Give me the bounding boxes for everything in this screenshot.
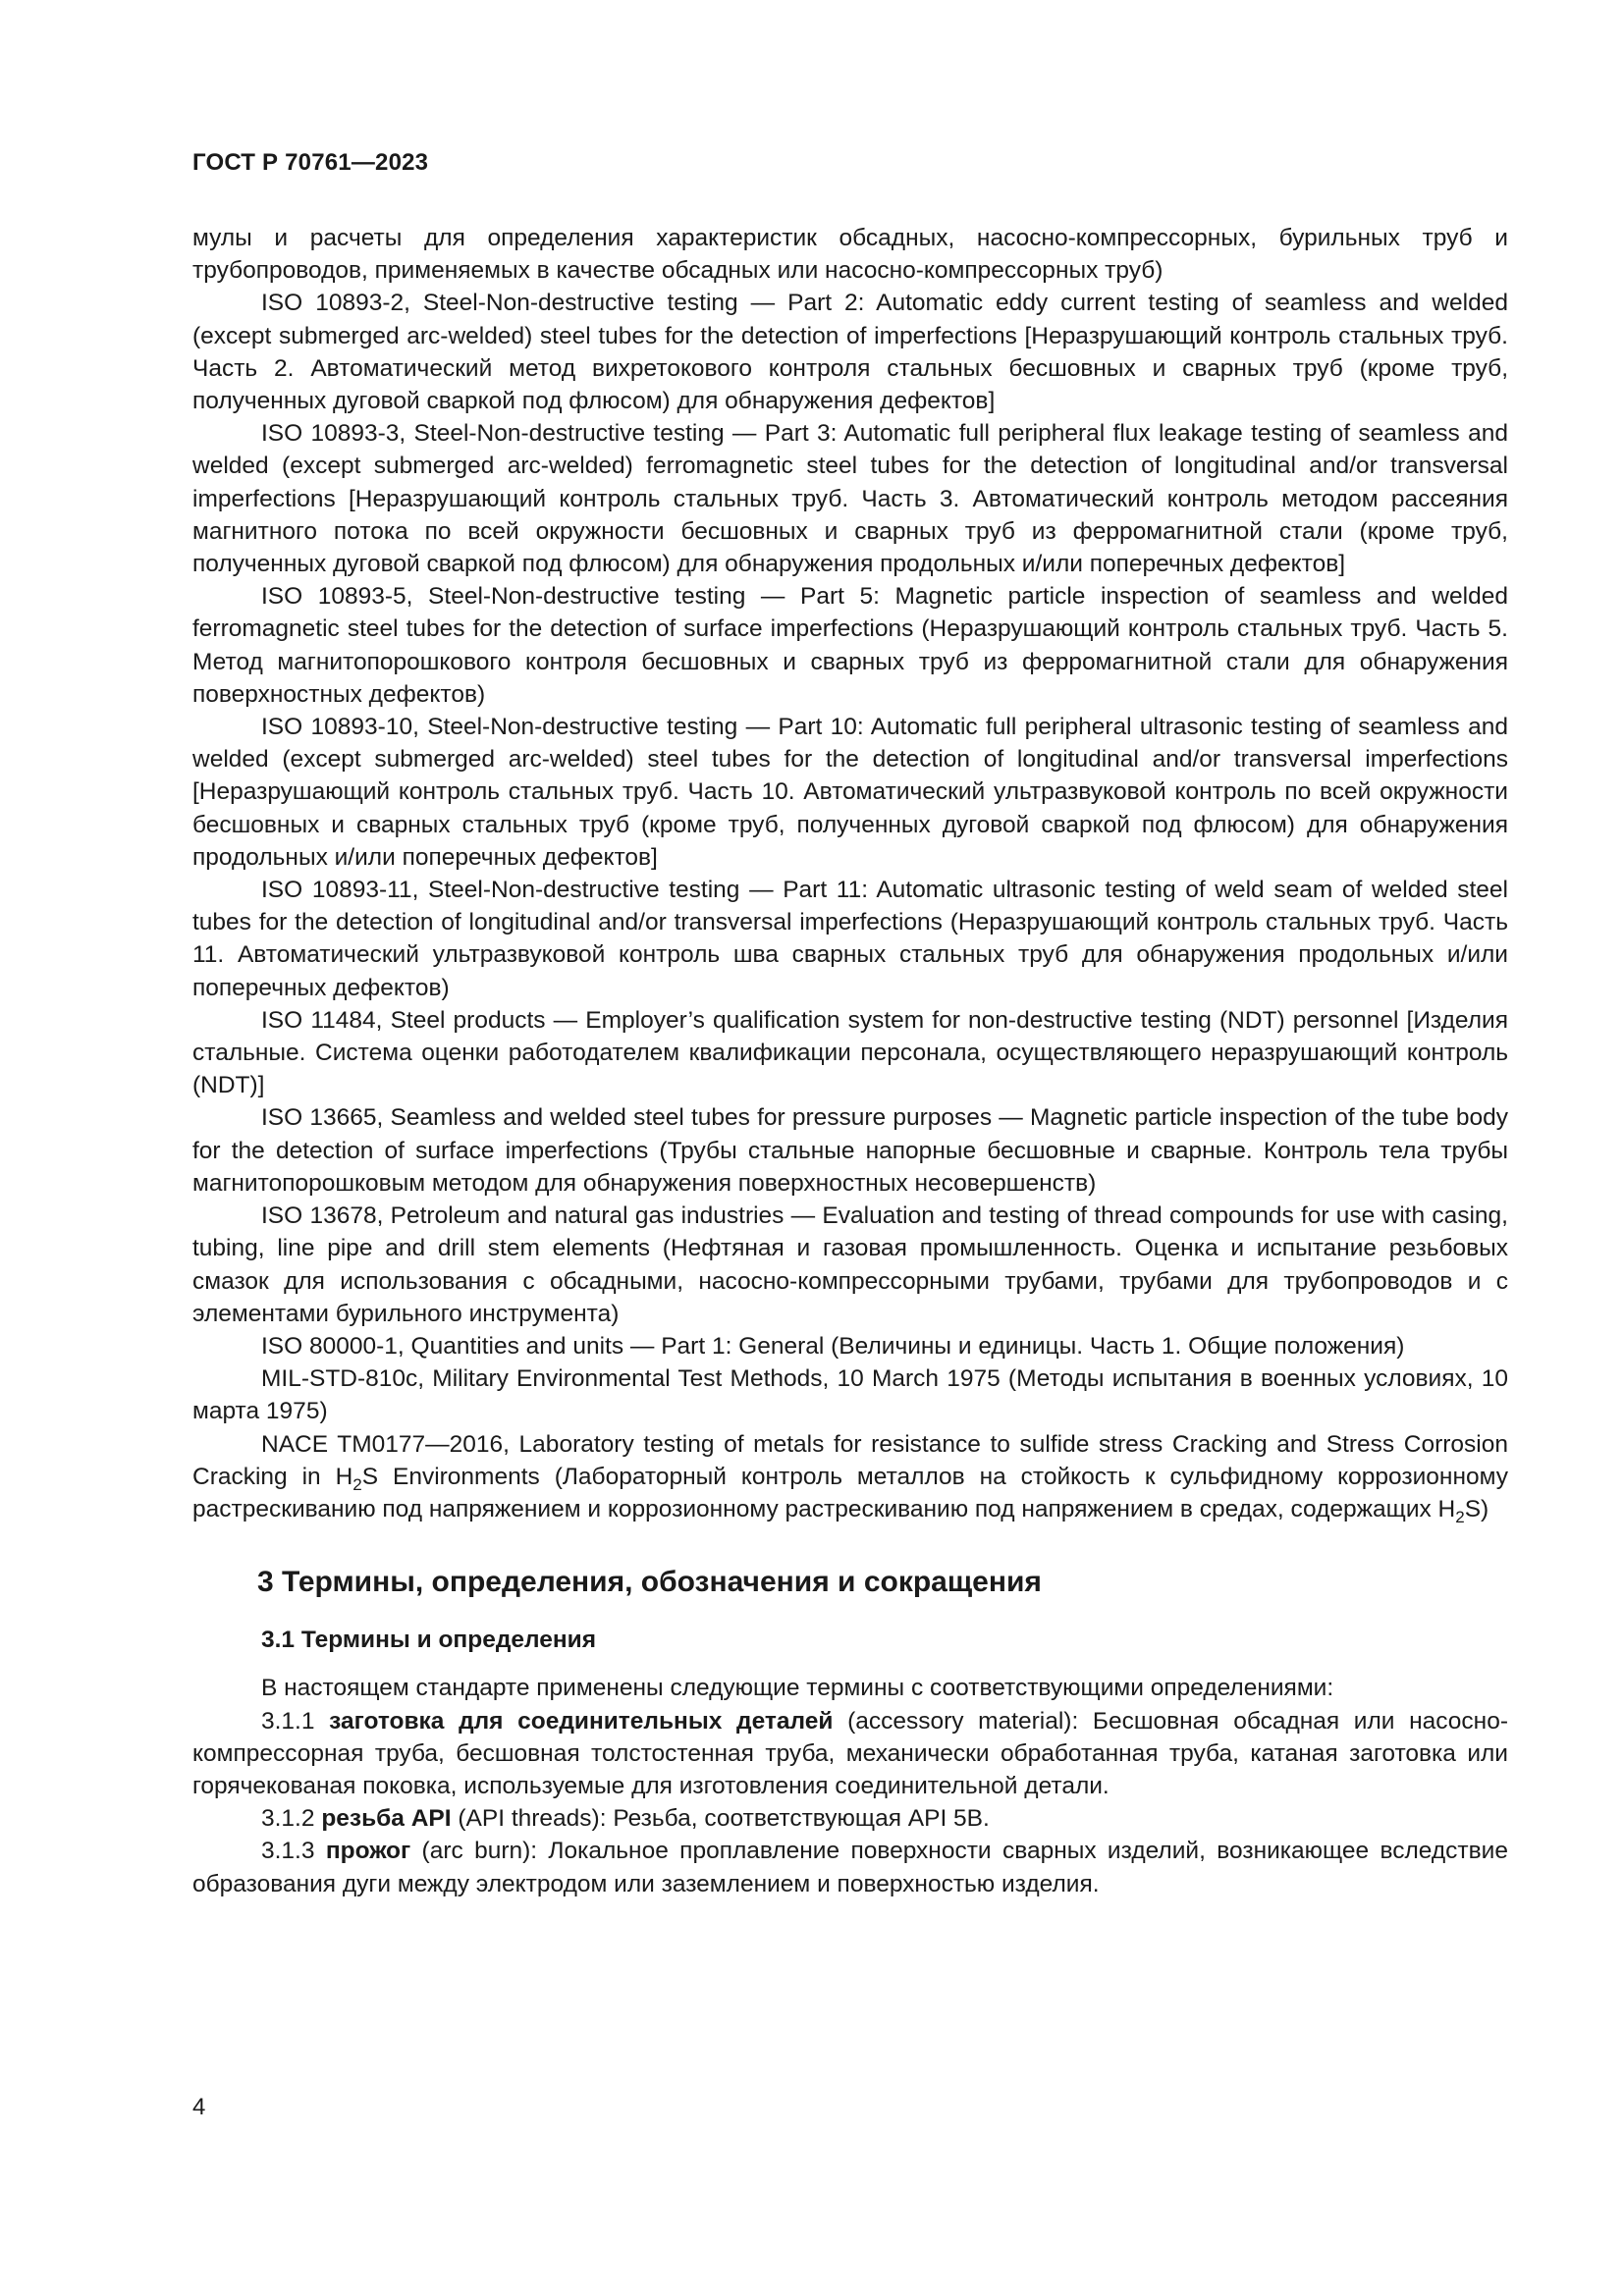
- term-name: резьба API: [321, 1805, 452, 1833]
- term-name: прожог: [325, 1838, 411, 1865]
- reference-iso-80000-1: ISO 80000-1, Quantities and units — Part 1: General (Величины и единицы. Часть 1. Общие положения): [261, 1332, 1405, 1360]
- subscript-2: 2: [352, 1474, 362, 1494]
- page-number: 4: [192, 2094, 206, 2120]
- reference-mil-std-810c: MIL-STD-810c, Military Environmental Test Methods, 10 March 1975 (Методы испытания в военных условиях, 10 марта 1975): [192, 1365, 1508, 1425]
- reference-iso-10893-10: ISO 10893-10, Steel-Non-destructive testing — Part 10: Automatic full peripheral ultrasonic testing of seamless and welded (except submerged arc-welded) steel tubes for the detection of longitudinal and/or transversal imperfections [Неразрушающий контроль стальных труб. Часть 10. Автоматический ультразвуковой контроль по всей окружности бесшовных и сварных стальных труб (кроме труб, полученных дуговой сваркой под флюсом) для обнаружения продольных и/или поперечных дефектов]: [192, 714, 1508, 871]
- reference-iso-10893-3: ISO 10893-3, Steel-Non-destructive testing — Part 3: Automatic full peripheral flux leakage testing of seamless and welded (except submerged arc-welded) ferromagnetic steel tubes for the detection of longitudinal and/or transversal imperfections [Неразрушающий контроль стальных труб. Часть 3. Автоматический контроль методом рассеяния магнитного потока по всей окружности бесшовных и сварных труб из ферромагнитной стали (кроме труб, полученных дуговой сваркой под флюсом) для обнаружения продольных и/или поперечных дефектов]: [192, 420, 1508, 578]
- term-number: 3.1.2: [261, 1805, 322, 1833]
- terms-intro: В настоящем стандарте применены следующие термины с соответствующими определениями:: [261, 1675, 1334, 1702]
- nace-text-part-3: S): [1464, 1495, 1489, 1522]
- reference-iso-11484: ISO 11484, Steel products — Employer’s qualification system for non-destructive testing (NDT) personnel [Изделия стальные. Система оценки работодателем квалификации персонала, осуществляющего неразрушающий контроль (NDT)]: [192, 1006, 1508, 1099]
- reference-iso-10893-11: ISO 10893-11, Steel-Non-destructive testing — Part 11: Automatic ultrasonic testing of weld seam of welded steel tubes for the detection of longitudinal and/or transversal imperfections (Неразрушающий контроль стальных труб. Часть 11. Автоматический ультразвуковой контроль шва сварных стальных труб для обнаружения продольных и/или поперечных дефектов): [192, 877, 1508, 1001]
- term-name: заготовка для соединительных деталей: [329, 1707, 834, 1735]
- term-definition: (accessory material): Бесшовная обсадная или насосно-компрессорная труба, бесшовная толстостенная труба, механически обработанная труба, катаная заготовка или горячекованая поковка, используемые для изготовления соединительной детали.: [192, 1707, 1508, 1799]
- reference-iso-13665: ISO 13665, Seamless and welded steel tubes for pressure purposes — Magnetic particle inspection of the tube body for the detection of surface imperfections (Трубы стальные напорные бесшовные и сварные. Контроль тела трубы магнитопорошковым методом для обнаружения поверхностных несовершенств): [192, 1104, 1508, 1197]
- nace-text-part-2: S Environments (Лабораторный контроль металлов на стойкость к сульфидному коррозионному растрескиванию под напряжением и коррозионному растрескиванию под напряжением в средах, содержащих H: [192, 1463, 1508, 1522]
- reference-nace-tm0177: [192, 1428, 1508, 1526]
- reference-iso-10893-5: ISO 10893-5, Steel-Non-destructive testing — Part 5: Magnetic particle inspection of seamless and welded ferromagnetic steel tubes for the detection of surface imperfections (Неразрушающий контроль стальных труб. Часть 5. Метод магнитопорошкового контроля бесшовных и сварных труб из ферромагнитной стали для обнаружения поверхностных дефектов): [192, 583, 1508, 708]
- nace-text-part-1: NACE TM0177—2016, Laboratory testing of metals for resistance to sulfide stress Cracking and Stress Corrosion Cracking in H: [192, 1430, 1508, 1490]
- subscript-2: 2: [1455, 1507, 1465, 1526]
- subsection-3-1-heading: 3.1 Термины и определения: [261, 1627, 597, 1654]
- reference-iso-13678: ISO 13678, Petroleum and natural gas industries — Evaluation and testing of thread compounds for use with casing, tubing, line pipe and drill stem elements (Нефтяная и газовая промышленность. Оценка и испытание резьбовых смазок для использования с обсадными, насосно-компрессорными трубами, трубами для трубопроводов и с элементами бурильного инструмента): [192, 1202, 1508, 1327]
- term-3-1-3: [192, 1835, 1508, 1899]
- section-3-heading: 3 Термины, определения, обозначения и сокращения: [257, 1566, 1042, 1599]
- reference-continuation: мулы и расчеты для определения характеристик обсадных, насосно-компрессорных, бурильных труб и трубопроводов, применяемых в качестве обсадных или насосно-компрессорных труб): [192, 225, 1508, 285]
- term-number: 3.1.1: [261, 1707, 330, 1735]
- term-3-1-1: [192, 1705, 1508, 1803]
- term-number: 3.1.3: [261, 1838, 326, 1865]
- term-3-1-2: [192, 1802, 1508, 1835]
- term-definition: (API threads): Резьба, соответствующая API 5B.: [451, 1805, 990, 1833]
- term-definition: (arc burn): Локальное проплавление поверхности сварных изделий, возникающее вследствие образования дуги между электродом или заземлением и поверхностью изделия.: [192, 1838, 1508, 1897]
- reference-iso-10893-2: ISO 10893-2, Steel-Non-destructive testing — Part 2: Automatic eddy current testing of seamless and welded (except submerged arc-welded) steel tubes for the detection of imperfections [Неразрушающий контроль стальных труб. Часть 2. Автоматический метод вихретокового контроля стальных бесшовных и сварных труб (кроме труб, полученных дуговой сваркой под флюсом) для обнаружения дефектов]: [192, 290, 1508, 415]
- document-id-header: ГОСТ Р 70761—2023: [192, 149, 429, 176]
- page-content: [192, 222, 1508, 1900]
